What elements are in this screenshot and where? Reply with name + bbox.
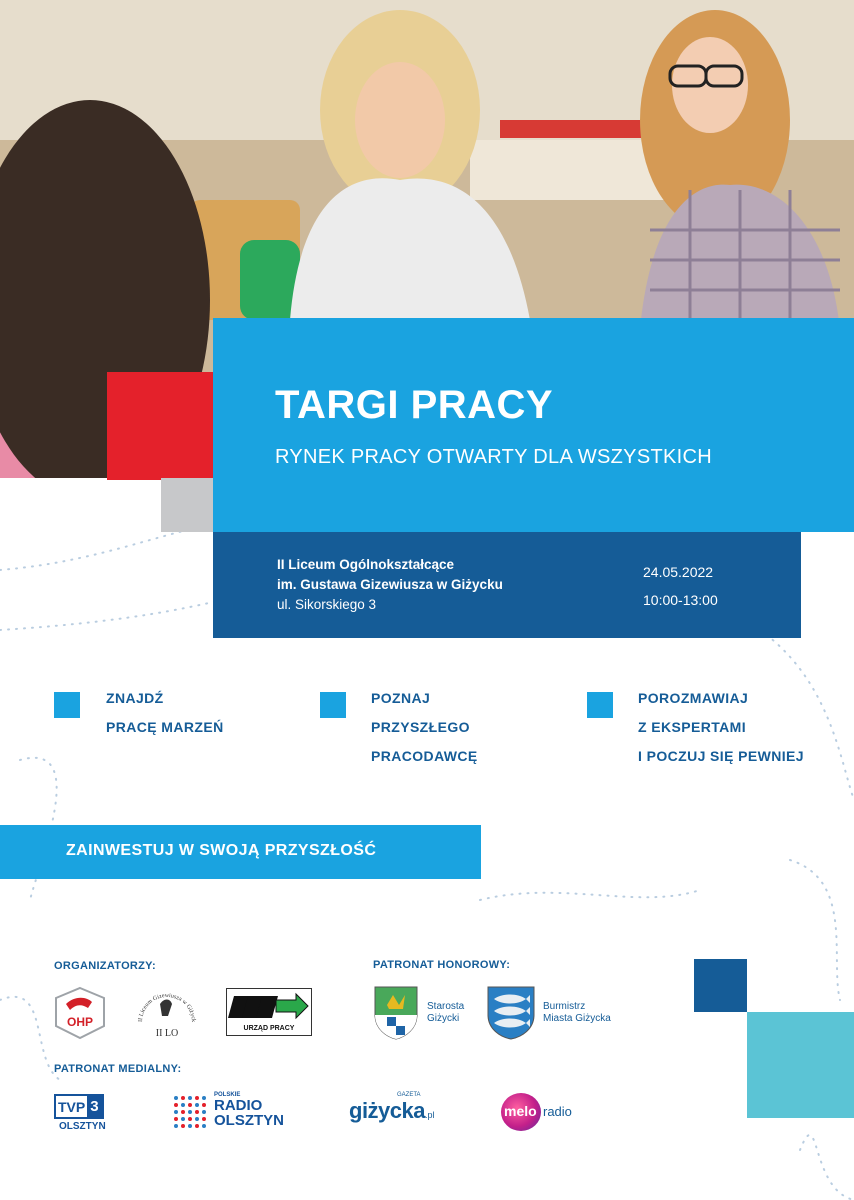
event-date: 24.05.2022 (643, 564, 714, 580)
ii-lo-text: II LO (155, 1028, 179, 1039)
feature-text-line: PRACODAWCĘ (371, 748, 478, 764)
media-patronage-label: PATRONAT MEDIALNY: (54, 1063, 182, 1075)
ii-lo-logo (134, 982, 200, 1042)
feature-text-line: POROZMAWIAJ (638, 690, 749, 706)
melo-radio-badge (501, 1093, 541, 1131)
page-subtitle: RYNEK PRACY OTWARTY DLA WSZYSTKICH (275, 446, 712, 468)
urzad-pracy-logo (226, 988, 312, 1036)
feature-text-line: PRZYSZŁEGO (371, 719, 470, 735)
feature-bullet (320, 692, 346, 718)
burmistrz-caption (543, 1001, 611, 1025)
feature-meet-employer (371, 684, 478, 771)
invest-banner-text: ZAINWESTUJ W SWOJĄ PRZYSZŁOŚĆ (66, 842, 377, 859)
tvp3-olsztyn-logo (54, 1094, 114, 1134)
gazeta-text: giżycka (349, 1098, 425, 1123)
invest-banner (0, 825, 481, 879)
starosta-line: Giżycki (427, 1013, 460, 1024)
event-time: 10:00-13:00 (643, 592, 718, 608)
starosta-line: Starosta (427, 1001, 465, 1012)
ii-lo-arc-text: II Liceum Gizewiusza w Giżyck (137, 992, 197, 1023)
feature-bullet (587, 692, 613, 718)
ohp-logo (52, 986, 108, 1040)
radio-olsztyn-logo (214, 1092, 284, 1128)
melo-text: melo (504, 1103, 537, 1119)
burmistrz-crest-icon (486, 985, 536, 1041)
feature-text-line: I POCZUJ SIĘ PEWNIEJ (638, 748, 804, 764)
page-title: TARGI PRACY (275, 383, 554, 427)
feature-find-job (106, 684, 224, 742)
feature-text-line: PRACĘ MARZEŃ (106, 719, 224, 735)
starosta-crest-icon (373, 985, 419, 1041)
school-address: ul. Sikorskiego 3 (277, 597, 377, 612)
event-info-panel (213, 532, 801, 638)
red-accent-block (107, 372, 217, 480)
tvp-text: TVP (58, 1098, 86, 1115)
burmistrz-line: Miasta Giżycka (543, 1013, 611, 1024)
organizers-label: ORGANIZATORZY: (54, 960, 156, 972)
gazeta-top-text: GAZETA (397, 1092, 421, 1098)
radio-text: RADIO (214, 1097, 263, 1114)
teal-square (747, 1012, 854, 1118)
radio-olsztyn-dots-icon (172, 1094, 206, 1130)
gray-accent-block (161, 478, 217, 532)
radio-top-text: POLSKIE (214, 1092, 241, 1098)
ohp-logo-text: OHP (66, 1015, 94, 1029)
burmistrz-line: Burmistrz (543, 1001, 586, 1012)
starosta-caption (427, 1001, 464, 1025)
feature-text-line: Z EKSPERTAMI (638, 719, 746, 735)
honorary-patronage-label: PATRONAT HONOROWY: (373, 959, 511, 971)
urzad-pracy-text: URZĄD PRACY (243, 1025, 295, 1032)
school-name-line2: im. Gustawa Gizewiusza w Giżycku (277, 577, 503, 592)
melo-radio-text: radio (543, 1104, 572, 1119)
radio-city-text: OLSZTYN (214, 1112, 284, 1129)
tvp-number: 3 (87, 1096, 101, 1117)
feature-bullet (54, 692, 80, 718)
dark-blue-square (694, 959, 747, 1012)
feature-talk-experts (638, 684, 804, 771)
school-name-line1: II Liceum Ogólnokształcące (277, 557, 455, 572)
feature-text-line: ZNAJDŹ (106, 690, 164, 706)
tvp-city: OLSZTYN (59, 1121, 106, 1132)
gazeta-pl-text: .pl (425, 1110, 435, 1120)
feature-text-line: POZNAJ (371, 690, 431, 706)
